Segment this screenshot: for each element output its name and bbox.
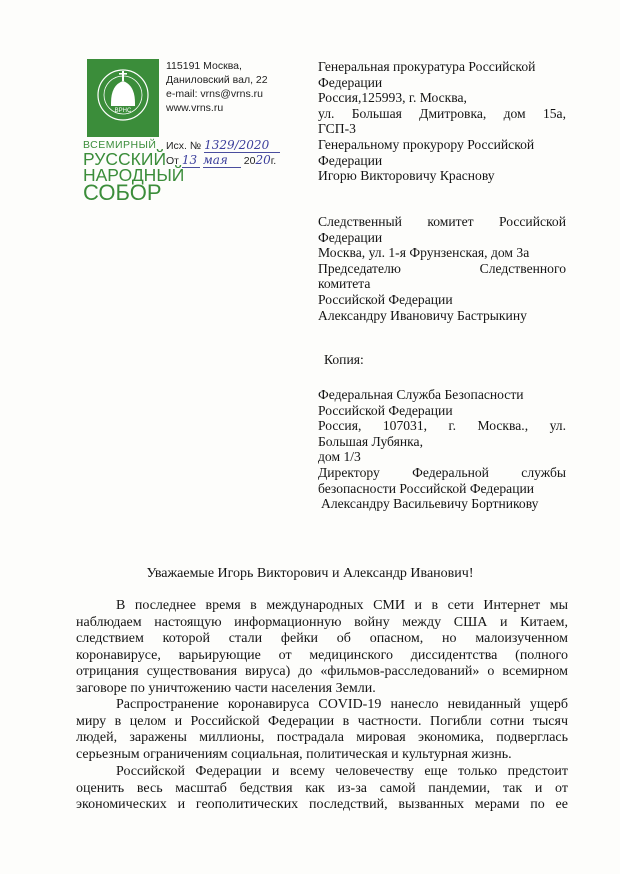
- copy-label: Копия:: [324, 352, 364, 367]
- address-line: Большая Лубянка,: [318, 433, 423, 449]
- address-line: комитета: [318, 276, 371, 292]
- contact-email: e-mail: vrns@vrns.ru: [166, 88, 264, 100]
- sender-contacts: [166, 59, 268, 115]
- body-paragraph-1: [76, 598, 568, 698]
- paragraph-line: серьезным ограничениям социальная, политическая и культурная жизнь.: [76, 746, 512, 762]
- contact-postcode-city: 115191 Москва,: [166, 60, 242, 72]
- address-line: ул. Большая Дмитровка, дом 15а,: [318, 105, 566, 121]
- addressee-prosecutor-general: [318, 59, 566, 184]
- address-line: Россия, 107031, г. Москва., ул.: [318, 418, 566, 434]
- address-line: Российской Федерации: [318, 402, 453, 418]
- address-line: ГСП-3: [318, 121, 356, 137]
- org-name-line-3: НАРОДНЫЙ: [83, 165, 185, 185]
- ref-label: Исх. №: [166, 140, 202, 152]
- paragraph-line: В последнее время в международных СМИ и в сети Интернет мы: [116, 598, 568, 613]
- address-line: Александру Васильевичу Бортникову: [321, 496, 539, 512]
- address-line: Федерации: [318, 229, 383, 245]
- outgoing-reference: [166, 138, 280, 168]
- address-line: Российской Федерации: [318, 291, 453, 307]
- org-name-line-1: ВСЕМИРНЫЙ: [83, 139, 157, 151]
- date-label: От: [166, 155, 179, 167]
- contact-street: Даниловский вал, 22: [166, 74, 268, 86]
- date-year-printed: 20: [243, 155, 256, 167]
- org-name-line-2: РУССКИЙ: [83, 149, 167, 169]
- address-line: Игорю Викторовичу Краснову: [318, 168, 495, 184]
- letter-greeting: Уважаемые Игорь Викторович и Александр Иванович!: [146, 566, 474, 581]
- address-line: Генеральному прокурору Российской: [318, 136, 535, 152]
- date-suffix: г.: [270, 155, 277, 167]
- address-line: Директору Федеральной службы: [318, 464, 566, 480]
- cathedral-dome-icon: [87, 59, 159, 137]
- address-line: Председателю Следственного: [318, 260, 566, 276]
- address-line: Федерации: [318, 152, 383, 168]
- paragraph-line: миру в целом и Российской Федерации в частности. Погибли сотни тысяч: [76, 713, 568, 729]
- org-name-line-4: СОБОР: [83, 180, 162, 205]
- address-line: Федерации: [318, 74, 383, 90]
- organization-logo: [87, 59, 159, 137]
- address-line: Генеральная прокуратура Российской: [318, 59, 536, 74]
- paragraph-line: оценить весь масштаб бедствия как из-за самой пандемии, так и от: [76, 780, 568, 796]
- paragraph-line: коронавирусе, варьирующие от медицинского диссидентства (полного: [76, 647, 568, 663]
- body-paragraph-2: [76, 697, 568, 763]
- logo-abbreviation: ВРНС: [114, 108, 132, 114]
- paragraph-line: заговоре по уничтожению части населения Земли.: [76, 680, 376, 696]
- paragraph-line: наблюдаем настоящую информационную войну между США и Китаем,: [76, 614, 568, 630]
- address-line: Россия,125993, г. Москва,: [318, 90, 467, 106]
- paragraph-line: Российской Федерации и всему человечеству еще только предстоит: [116, 764, 568, 779]
- body-paragraph-3: [76, 764, 568, 814]
- paragraph-line: людей, заражены миллионы, пострадала мировая экономика, подверглась: [76, 730, 568, 746]
- paragraph-line: Распространение коронавируса COVID-19 нанесло невиданный ущерб: [116, 697, 568, 712]
- paragraph-line: следствием которой стали фейки об опасном, но малоизученном: [76, 631, 568, 647]
- paragraph-line: экономических и геополитических последствий, вызванных мерами по ее: [76, 797, 568, 813]
- address-line: дом 1/3: [318, 449, 361, 465]
- addressee-investigative-committee: [318, 214, 566, 323]
- address-line: Федеральная Служба Безопасности: [318, 387, 524, 402]
- address-line: Москва, ул. 1-я Фрунзенская, дом 3а: [318, 245, 530, 261]
- address-line: Александру Ивановичу Бастрыкину: [318, 307, 527, 323]
- addressee-fsb: [318, 387, 566, 512]
- ref-number-handwritten: 1329/2020: [204, 138, 280, 153]
- paragraph-line: отрицания существования вируса) до «фильмов-расследований» о всемирном: [76, 664, 568, 680]
- date-month-handwritten: мая: [203, 153, 241, 168]
- date-day-handwritten: 13: [182, 153, 200, 168]
- address-line: безопасности Российской Федерации: [318, 480, 535, 496]
- contact-website: www.vrns.ru: [166, 102, 224, 114]
- address-line: Следственный комитет Российской: [318, 214, 566, 229]
- date-year-handwritten: 20: [255, 153, 271, 167]
